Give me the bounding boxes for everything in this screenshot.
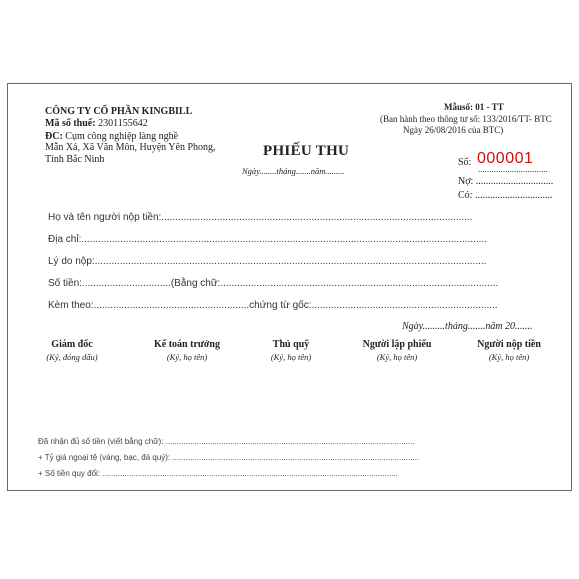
voucher-number: 000001 [477,150,534,167]
company-name: CÔNG TY CỔ PHẦN KINGBILL [45,106,193,117]
reason-field: Lý do nộp:............................................................................................................................................. [48,256,487,267]
exchange-rate-line: + Tỷ giá ngoại tệ (vàng, bạc, đá quý): ............................................................................................................... [38,453,420,462]
payer-name-field: Họ và tên người nộp tiền:................................................................................................................ [48,212,473,223]
address-field: Địa chỉ:.................................................................................................................................................. [48,234,487,245]
signature-role: Người lập phiếu [362,339,432,350]
signature-hint: (Ký, họ tên) [488,352,530,362]
voucher-number-label: Số: [458,157,472,168]
signature-director [17,339,127,362]
signature-role: Người nộp tiền [477,339,541,350]
signing-date: Ngày.........tháng.......năm 20....... [402,321,533,332]
signature-hint: (Ký, đóng dấu) [46,352,98,362]
signature-role: Kế toán trưởng [154,339,220,350]
company-address-line-2: Mẫn Xá, Xã Văn Môn, Huyện Yên Phong, [45,142,216,153]
signature-cashier [236,339,346,362]
amount-field: Số tiền:................................(Bằng chữ:.................................................................................................... [48,278,499,289]
document-title: PHIẾU THU [263,143,350,159]
company-tax-line [45,118,148,129]
address-value-1: Cụm công nghiệp làng nghề [65,131,179,142]
tax-value: 2301155642 [98,118,148,129]
tax-label: Mã số thuế: [45,118,96,129]
receipt-sheet [7,83,572,491]
company-address-line-3: Tỉnh Bắc Ninh [45,154,105,165]
form-note-line-1: (Ban hành theo thông tư số: 133/2016/TT- BTC [380,114,552,124]
debit-line: Nợ: ............................... [458,176,554,187]
signature-hint: (Ký, họ tên) [376,352,418,362]
signature-role: Giám đốc [51,339,93,350]
address-label: ĐC: [45,131,63,142]
company-address-line-1 [45,131,178,142]
credit-line: Có: ............................... [458,190,553,201]
signature-chief-accountant [132,339,242,362]
received-amount-line: Đã nhận đủ số tiền (viết bằng chữ): ................................................................................................................ [38,437,415,446]
signature-preparer [342,339,452,362]
signature-role: Thủ quỹ [272,339,310,350]
signature-payer [454,339,564,362]
signature-hint: (Ký, họ tên) [270,352,312,362]
signature-hint: (Ký, họ tên) [166,352,208,362]
attachments-field: Kèm theo:........................................................chứng từ gốc:................................................................... [48,300,498,311]
form-code: Mẫusố: 01 - TT [444,102,504,112]
voucher-number-dots: ............................... [478,164,548,174]
converted-amount-line: + Số tiền quy đổi: ..................................................................................................................................... [38,469,398,478]
issue-date: Ngày........tháng.......năm......... [242,166,345,176]
form-note-line-2: Ngày 26/08/2016 của BTC) [403,125,504,135]
